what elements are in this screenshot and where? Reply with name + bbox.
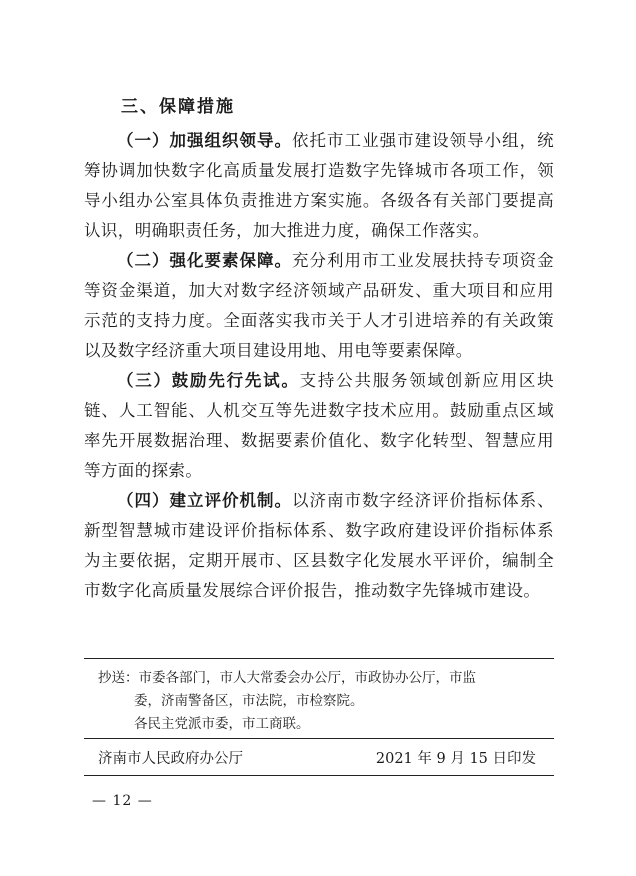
cc-label: 抄送：: [98, 670, 139, 686]
paragraph-lead: （一）加强组织领导。: [117, 131, 293, 150]
issuer-name: 济南市人民政府办公厅: [98, 750, 243, 767]
paragraph-text: 支持公共服务领域创新应用区块链、人工智能、人机交互等先进数字技术应用。鼓励重点区域率先开展数据治理、数据要素价值化、数字化转型、智慧应用等方面的探索。: [84, 371, 554, 480]
colophon: [84, 658, 554, 776]
page-number: — 12 —: [92, 793, 153, 809]
paragraph-resource-guarantee: [84, 246, 554, 366]
cc-line-1: [98, 667, 554, 690]
paragraph-text: 充分利用市工业发展扶持专项资金等资金渠道，加大对数字经济领域产品研发、重大项目和应用示范的支持力度。全面落实我市关于人才引进培养的有关政策以及数字经济重大项目建设用地、用电等要素保障。: [84, 251, 555, 360]
cc-line-3: 各民主党派市委，市工商联。: [134, 716, 310, 732]
paragraph-text: 依托市工业强市建设领导小组，统筹协调加快数字化高质量发展打造数字先锋城市各项工作，领导小组办公室具体负责推进方案实施。各级各有关部门要提高认识，明确职责任务，加大推进力度，确保工作落实。: [84, 131, 555, 240]
paragraph-pilot-encouragement: [84, 366, 554, 486]
paragraph-text: 以济南市数字经济评价指标体系、新型智慧城市建设评价指标体系、数字政府建设评价指标体系为主要依据，定期开展市、区县数字化发展水平评价，编制全市数字化高质量发展综合评价报告，推动数字先锋城市建设。: [84, 491, 555, 600]
cc-recipients-1: 市委各部门，市人大常委会办公厅，市政协办公厅，市监: [138, 670, 476, 686]
paragraph-lead: （四）建立评价机制。: [117, 491, 293, 510]
paragraph-lead: （二）强化要素保障。: [117, 251, 293, 270]
paragraph-lead: （三）鼓励先行先试。: [117, 371, 300, 390]
issue-date: 2021 年 9 月 15 日印发: [375, 750, 536, 767]
document-body: [84, 126, 554, 606]
paragraph-evaluation-mechanism: [84, 486, 554, 606]
cc-line-2: 委，济南警备区，市法院，市检察院。: [134, 693, 364, 709]
cc-list: [84, 659, 554, 738]
paragraph-organization-leadership: [84, 126, 554, 246]
issuer-row: [84, 739, 554, 775]
section-heading: 三、保障措施: [121, 97, 235, 117]
bottom-rule: [84, 775, 554, 776]
